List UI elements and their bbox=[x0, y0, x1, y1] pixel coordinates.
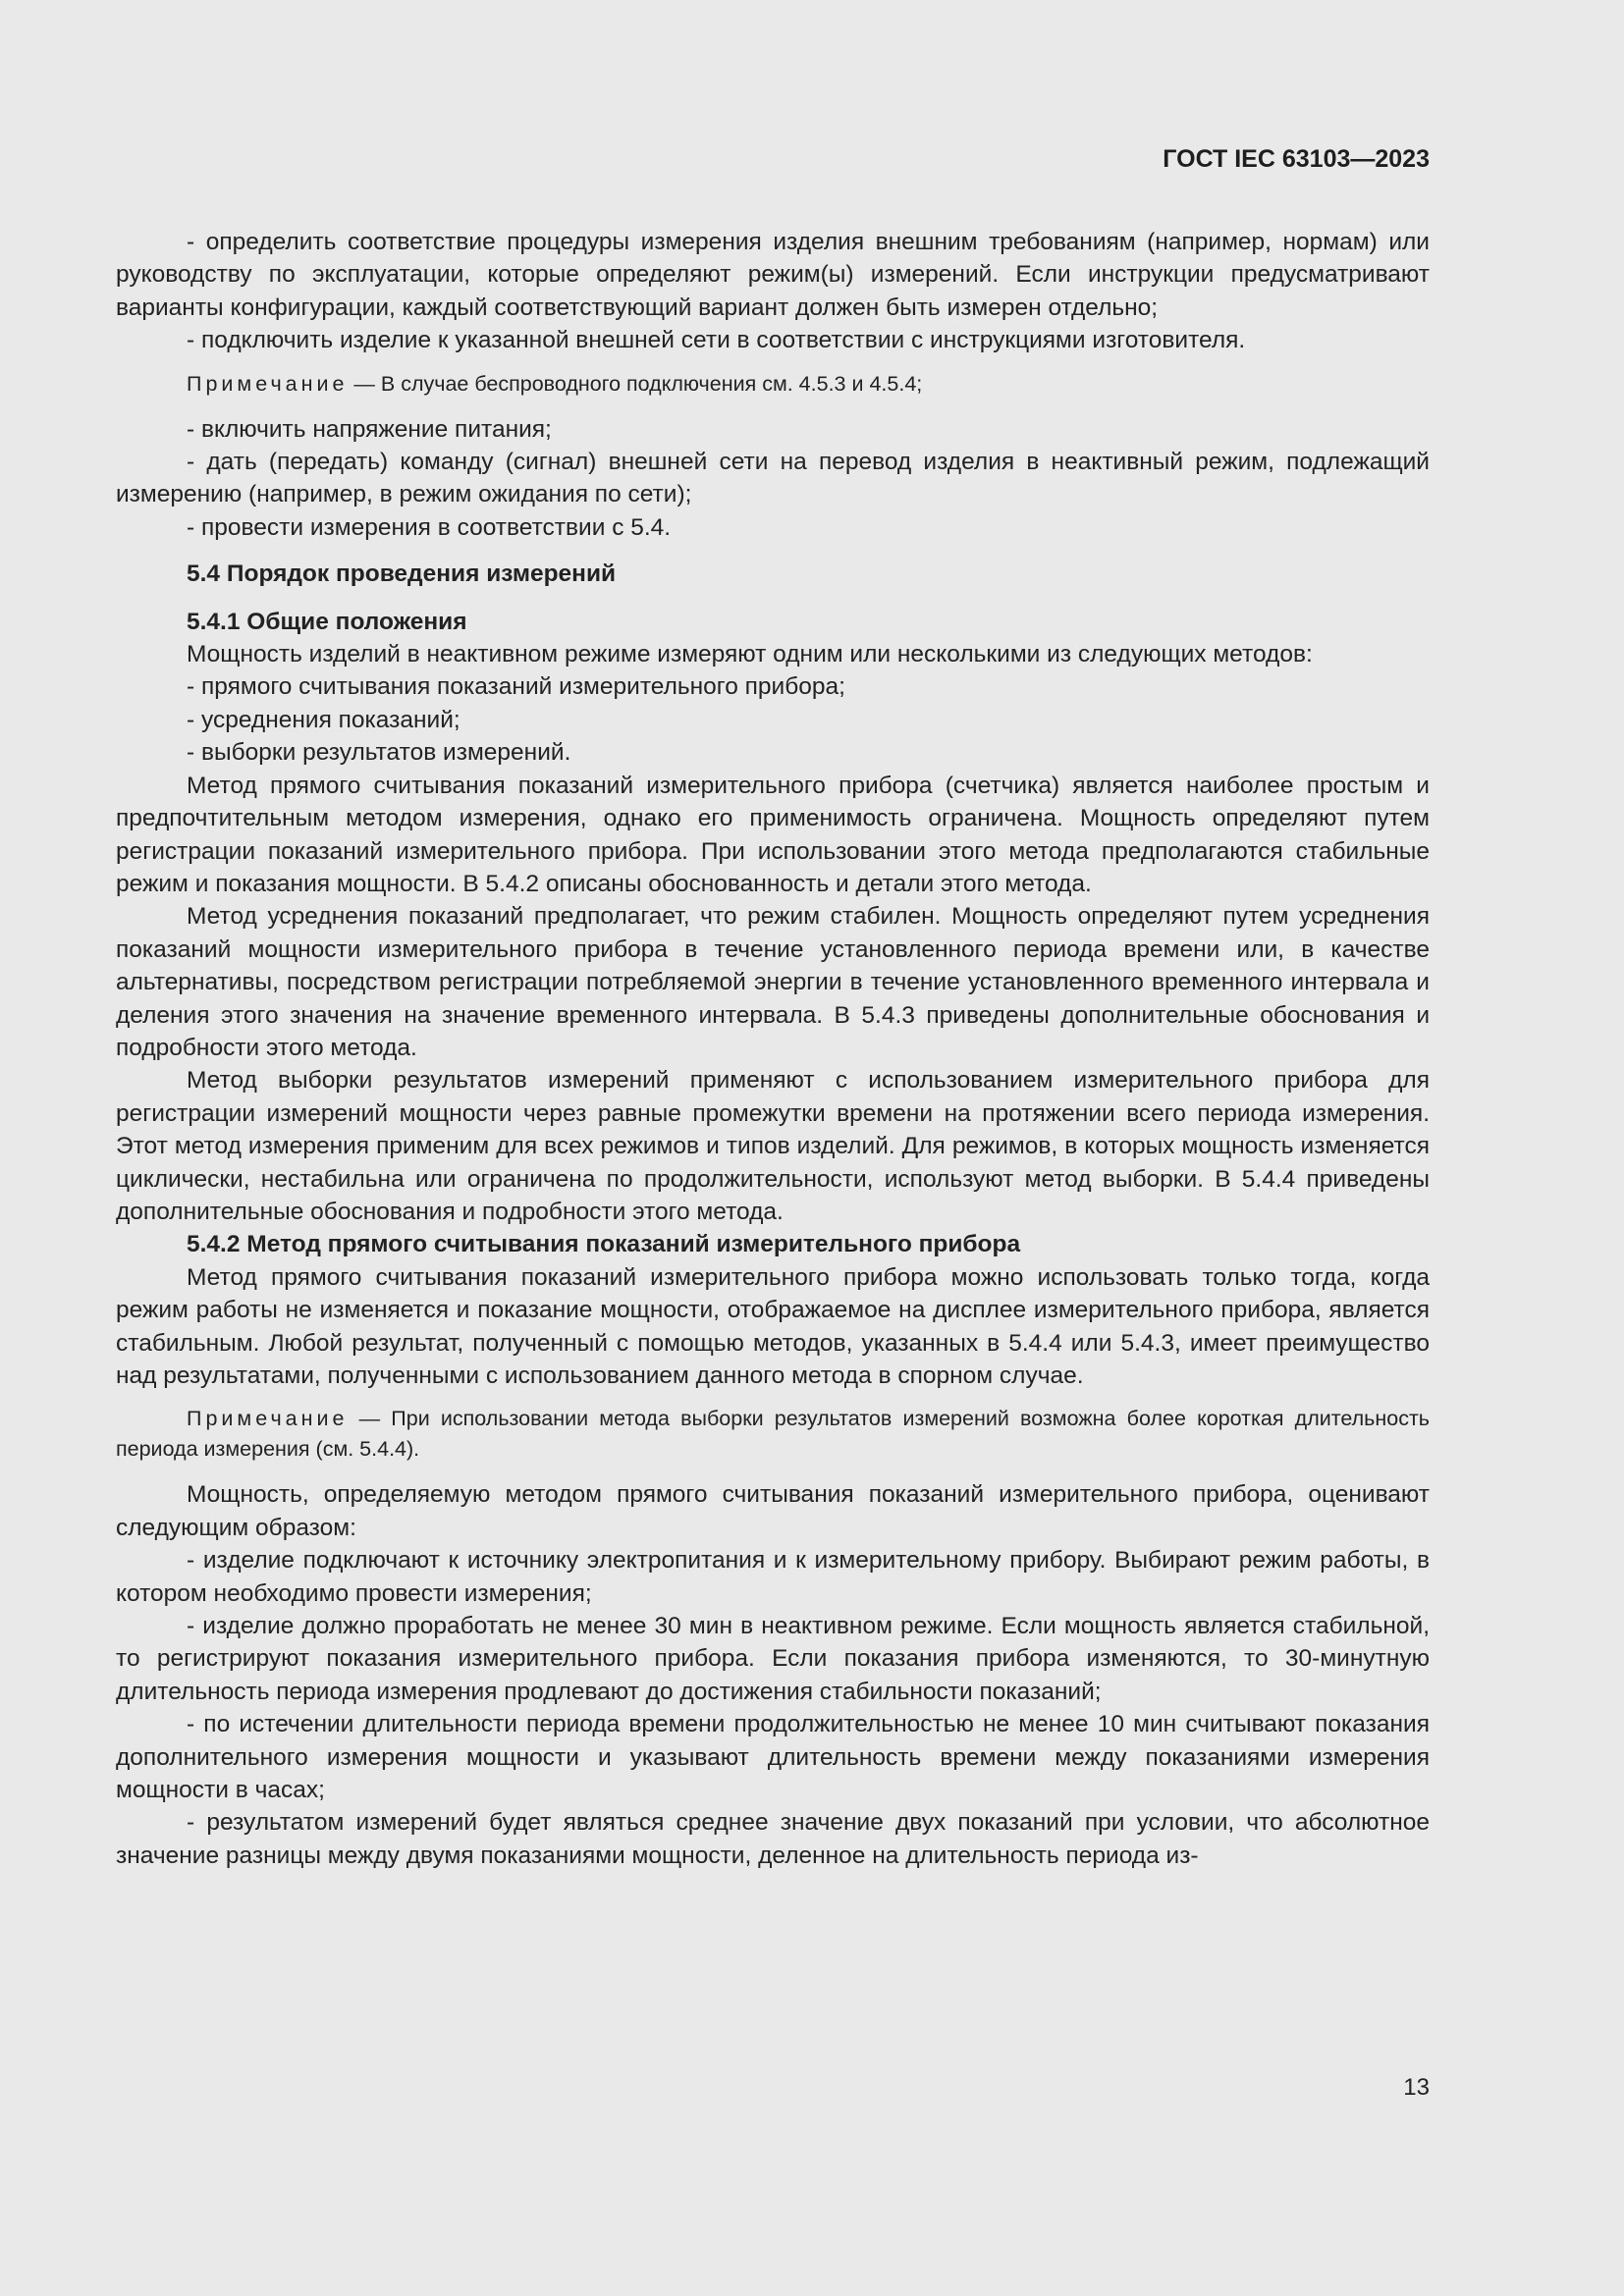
list-item: - изделие должно проработать не менее 30 мин в неактивном режиме. Если мощность является стабильной, то регистрируют показания измерительного прибора. Если показания прибора изменяются, то 30-минутную длительность периода измерения продлевают до достижения стабильности показаний; bbox=[116, 1613, 1430, 1705]
paragraph: Метод прямого считывания показаний измерительного прибора (счетчика) является наиболее простым и предпочтительным методом измерения, однако его применимость ограничена. Мощность определяют путем регистрации показаний измерительного прибора. При использовании этого метода предполагаются стабильные режим и показания мощности. В 5.4.2 описаны обоснованность и детали этого метода. bbox=[116, 772, 1430, 897]
list-item: - подключить изделие к указанной внешней сети в соответствии с инструкциями изготовителя. bbox=[187, 327, 1246, 354]
paragraph: Мощность, определяемую методом прямого считывания показаний измерительного прибора, оценивают следующим образом: bbox=[116, 1481, 1430, 1541]
subsection-heading: 5.4.2 Метод прямого считывания показаний измерительного прибора bbox=[187, 1231, 1021, 1258]
paragraph: Метод усреднения показаний предполагает, что режим стабилен. Мощность определяют путем усреднения показаний мощности измерительного прибора в течение установленного периода времени или, в качестве альтернативы, посредством регистрации потребляемой энергии в течение установленного временного интервала и деления этого значения на значение временного интервала. В 5.4.3 приведены дополнительные обоснования и подробности этого метода. bbox=[116, 903, 1430, 1061]
subsection-heading: 5.4.1 Общие положения bbox=[187, 608, 467, 635]
note-text: — В случае беспроводного подключения см. 4.5.3 и 4.5.4; bbox=[348, 371, 923, 396]
note-label: Примечание bbox=[187, 1407, 349, 1431]
note bbox=[116, 1404, 1430, 1465]
note bbox=[116, 369, 1430, 400]
list-item: - выборки результатов измерений. bbox=[187, 739, 571, 767]
list-item: - провести измерения в соответствии с 5.4. bbox=[187, 513, 672, 541]
list-item: - прямого считывания показаний измерительного прибора; bbox=[187, 673, 845, 701]
note-label: Примечание bbox=[187, 371, 349, 396]
list-item: - определить соответствие процедуры измерения изделия внешним требованиям (например, нормам) или руководству по эксплуатации, которые определяют режим(ы) измерений. Если инструкции предусматривают варианты конфигурации, каждый соответствующий вариант должен быть измерен отдельно; bbox=[116, 229, 1430, 321]
list-item: - усреднения показаний; bbox=[187, 706, 460, 733]
list-item: - результатом измерений будет являться среднее значение двух показаний при условии, что абсолютное значение разницы между двумя показаниями мощности, деленное на длительность периода из- bbox=[116, 1809, 1430, 1869]
page-number: 13 bbox=[1403, 2074, 1430, 2101]
list-item: - дать (передать) команду (сигнал) внешней сети на перевод изделия в неактивный режим, подлежащий измерению (например, в режим ожидания по сети); bbox=[116, 449, 1430, 508]
document-body bbox=[116, 226, 1430, 1872]
paragraph: Мощность изделий в неактивном режиме измеряют одним или несколькими из следующих методов: bbox=[187, 641, 1313, 668]
list-item: - по истечении длительности периода времени продолжительностью не менее 10 мин считывают показания дополнительного измерения мощности и указывают длительность времени между показаниями измерения мощности в часах; bbox=[116, 1711, 1430, 1804]
document-header: ГОСТ IEC 63103—2023 bbox=[1163, 145, 1430, 173]
list-item: - изделие подключают к источнику электропитания и к измерительному прибору. Выбирают режим работы, в котором необходимо провести измерения; bbox=[116, 1547, 1430, 1607]
paragraph: Метод прямого считывания показаний измерительного прибора можно использовать только тогда, когда режим работы не изменяется и показание мощности, отображаемое на дисплее измерительного прибора, является стабильным. Любой результат, полученный с помощью методов, указанных в 5.4.4 или 5.4.3, имеет преимущество над результатами, полученными с использованием данного метода в спорном случае. bbox=[116, 1263, 1430, 1389]
list-item: - включить напряжение питания; bbox=[187, 415, 552, 443]
note-text: — При использовании метода выборки результатов измерений возможна более короткая длительность периода измерения (см. 5.4.4). bbox=[116, 1407, 1430, 1462]
paragraph: Метод выборки результатов измерений применяют с использованием измерительного прибора для регистрации измерений мощности через равные промежутки времени на протяжении всего периода измерения. Этот метод измерения применим для всех режимов и типов изделий. Для режимов, в которых мощность изменяется циклически, нестабильна или ограничена по продолжительности, используют метод выборки. В 5.4.4 приведены дополнительные обоснования и подробности этого метода. bbox=[116, 1067, 1430, 1225]
section-heading: 5.4 Порядок проведения измерений bbox=[187, 561, 617, 588]
